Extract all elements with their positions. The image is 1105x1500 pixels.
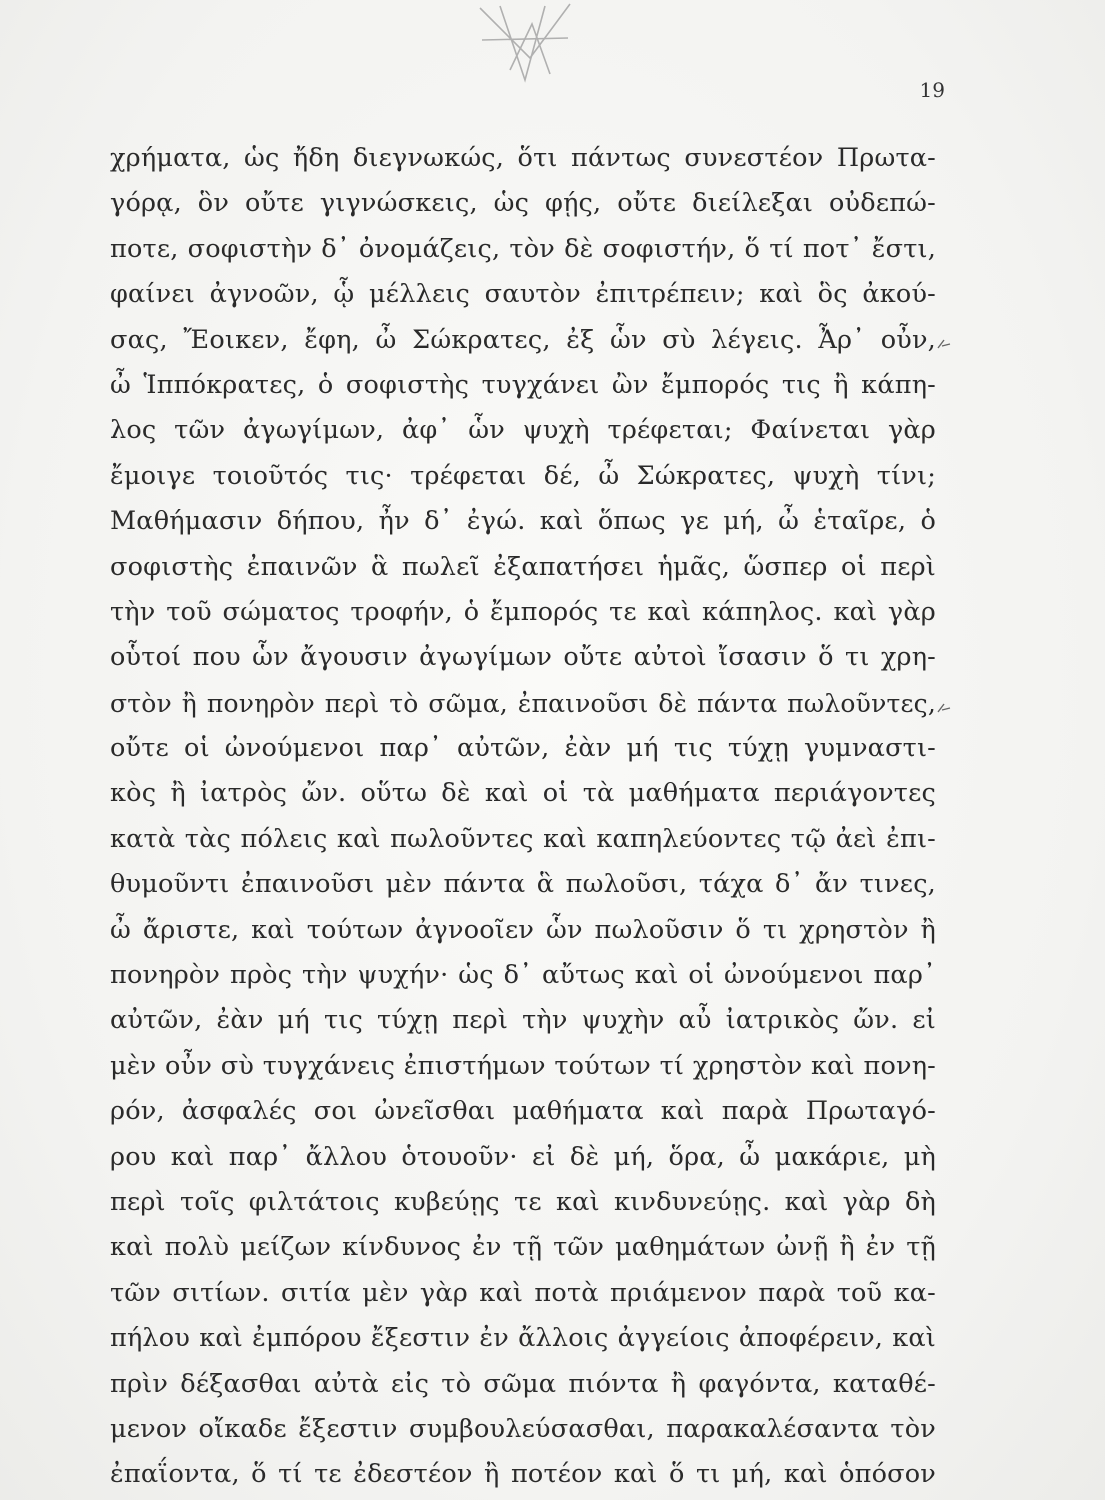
text-line: στὸν ἢ πονηρὸν περὶ τὸ σῶμα, ἐπαινοῦσι δὲ πάντα πωλοῦντες,: [110, 688, 936, 718]
text-line: ὦ Ἱππόκρατες, ὁ σοφιστὴς τυγχάνει ὢν ἔμπορός τις ἢ κάπη-: [110, 369, 936, 400]
text-line: πονηρὸν πρὸς τὴν ψυχήν· ὡς δ᾽ αὔτως καὶ οἱ ὠνούμενοι παρ᾽: [110, 960, 936, 991]
margin-pencil-mark: [936, 336, 952, 352]
text-line: καὶ πολὺ μείζων κίνδυνος ἐν τῇ τῶν μαθημάτων ὠνῇ ἢ ἐν τῇ: [110, 1232, 936, 1263]
text-line: τὴν τοῦ σώματος τροφήν, ὁ ἔμπορός τε καὶ κάπηλος. καὶ γὰρ: [110, 596, 936, 627]
text-line: θυμοῦντι ἐπαινοῦσι μὲν πάντα ἃ πωλοῦσι, τάχα δ᾽ ἄν τινες,: [110, 869, 936, 900]
text-line: οὔτε οἱ ὠνούμενοι παρ᾽ αὐτῶν, ἐὰν μή τις τύχῃ γυμναστι-: [110, 733, 936, 764]
text-line: αὐτῶν, ἐὰν μή τις τύχῃ περὶ τὴν ψυχὴν αὖ ἰατρικὸς ὤν. εἰ: [110, 1005, 936, 1036]
text-line: σας, Ἔοικεν, ἔφη, ὦ Σώκρατες, ἐξ ὧν σὺ λέγεις. Ἆρ᾽ οὖν,: [110, 324, 936, 355]
text-line: χρήματα, ὡς ἤδη διεγνωκώς, ὅτι πάντως συνεστέον Πρωτα-: [110, 143, 936, 173]
text-line: οὗτοί που ὧν ἄγουσιν ἀγωγίμων οὔτε αὐτοὶ ἴσασιν ὅ τι χρη-: [110, 642, 936, 673]
greek-text-body: [110, 136, 936, 1498]
text-line: λος τῶν ἀγωγίμων, ἀφ᾽ ὧν ψυχὴ τρέφεται; Φαίνεται γὰρ: [110, 415, 936, 446]
star-stamp-mark: [470, 0, 580, 90]
text-line: τῶν σιτίων. σιτία μὲν γὰρ καὶ ποτὰ πριάμενον παρὰ τοῦ κα-: [110, 1277, 936, 1308]
text-line: πήλου καὶ ἐμπόρου ἔξεστιν ἐν ἄλλοις ἀγγείοις ἀποφέρειν, καὶ: [110, 1323, 936, 1354]
text-line: ρου καὶ παρ᾽ ἄλλου ὁτουοῦν· εἰ δὲ μή, ὅρα, ὦ μακάριε, μὴ: [110, 1141, 936, 1172]
text-line: ὦ ἄριστε, καὶ τούτων ἀγνοοῖεν ὧν πωλοῦσιν ὅ τι χρηστὸν ἢ: [110, 914, 936, 945]
text-line: φαίνει ἀγνοῶν, ᾧ μέλλεις σαυτὸν ἐπιτρέπειν; καὶ ὃς ἀκού-: [110, 279, 936, 310]
page-number: 19: [919, 78, 945, 102]
text-line: Μαθήμασιν δήπου, ἦν δ᾽ ἐγώ. καὶ ὅπως γε μή, ὦ ἑταῖρε, ὁ: [110, 506, 936, 537]
text-line: ρόν, ἀσφαλές σοι ὠνεῖσθαι μαθήματα καὶ παρὰ Πρωταγό-: [110, 1096, 936, 1127]
text-line: περὶ τοῖς φιλτάτοις κυβεύῃς τε καὶ κινδυνεύῃς. καὶ γὰρ δὴ: [110, 1186, 936, 1217]
text-line: πρὶν δέξασθαι αὐτὰ εἰς τὸ σῶμα πιόντα ἢ φαγόντα, καταθέ-: [110, 1368, 936, 1399]
text-line: ἔμοιγε τοιοῦτός τις· τρέφεται δέ, ὦ Σώκρατες, ψυχὴ τίνι;: [110, 460, 936, 491]
margin-pencil-mark: [936, 700, 952, 716]
text-line: σοφιστὴς ἐπαινῶν ἃ πωλεῖ ἐξαπατήσει ἡμᾶς, ὥσπερ οἱ περὶ: [110, 551, 936, 582]
text-line: κατὰ τὰς πόλεις καὶ πωλοῦντες καὶ καπηλεύοντες τῷ ἀεὶ ἐπι-: [110, 823, 936, 854]
text-line: μὲν οὖν σὺ τυγχάνεις ἐπιστήμων τούτων τί χρηστὸν καὶ πονη-: [110, 1050, 936, 1081]
text-line: ποτε, σοφιστὴν δ᾽ ὀνομάζεις, τὸν δὲ σοφιστήν, ὅ τί ποτ᾽ ἔστι,: [110, 233, 936, 264]
text-line: γόρᾳ, ὃν οὔτε γιγνώσκεις, ὡς φῄς, οὔτε διείλεξαι οὐδεπώ-: [110, 188, 936, 219]
text-line: κὸς ἢ ἰατρὸς ὤν. οὕτω δὲ καὶ οἱ τὰ μαθήματα περιάγοντες: [110, 778, 936, 809]
text-line: μενον οἴκαδε ἔξεστιν συμβουλεύσασθαι, παρακαλέσαντα τὸν: [110, 1413, 936, 1444]
text-line: ἐπαΐοντα, ὅ τί τε ἐδεστέον ἢ ποτέον καὶ ὅ τι μή, καὶ ὁπόσον: [110, 1459, 936, 1490]
